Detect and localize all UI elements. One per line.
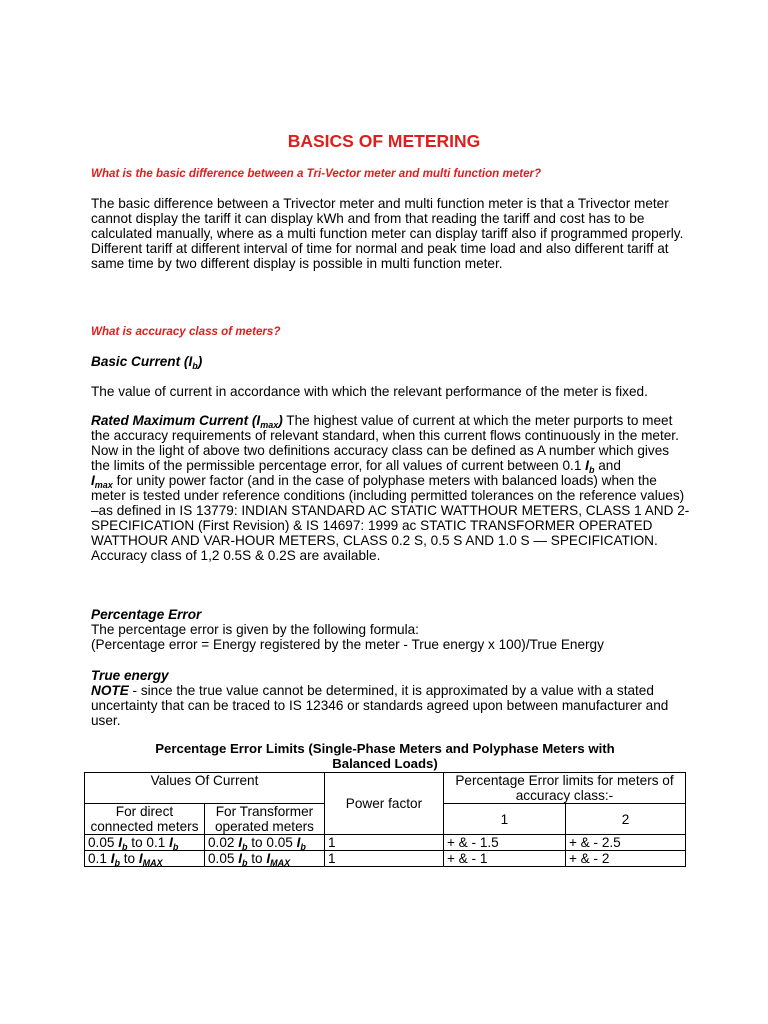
rated-max-current-heading: Rated Maximum Current $(I_{max})$ [91,413,283,430]
cell-direct-range: 0.05 $I_b$ to 0.1 $I_b$ [85,835,205,851]
cell-class-1-limit: + & - 1 [443,851,565,867]
header-class-2: 2 [565,804,685,835]
cell-power-factor: 1 [324,851,443,867]
table-caption: Percentage Error Limits (Single-Phase Meters and Polyphase Meters with Balanced Loads) [155,741,615,771]
basic-current-heading: Basic Current $(I_b)$ [91,354,203,371]
basic-current-definition: The value of current in accordance with which the relevant performance of the meter is fixed. [91,384,648,399]
header-class-1: 1 [443,804,565,835]
table-row [85,851,686,867]
percentage-error-heading: Percentage Error [91,607,202,622]
answer-paragraph: The basic difference between a Trivector meter and multi function meter is that a Trivector meter cannot display the tariff it can display kWh and from that reading the tariff and cost has to be calculated manually, where as a multi function meter can display tariff also if programmed properly. Different tariff at different interval of time for normal and peak time load and also different tariff at same time by two different display is possible in multi function meter. [91,196,684,271]
cell-transformer-range: 0.02 $I_b$ to 0.05 $I_b$ [204,835,324,851]
table-row [85,835,686,851]
header-power-factor: Power factor [324,773,443,835]
page-title: BASICS OF METERING [287,131,481,151]
question-tri-vector: What is the basic difference between a Tri-Vector meter and multi function meter? [91,167,542,180]
table-header-row [85,773,686,804]
cell-class-1-limit: + & - 1.5 [443,835,565,851]
question-accuracy-class: What is accuracy class of meters? [91,325,281,338]
error-limits-table [84,772,686,867]
percentage-error-text: The percentage error is given by the following formula: (Percentage error = Energy registered by the meter - True energy x 100)/True Energy [91,622,604,652]
rated-max-current-paragraph: Rated Maximum Current $(I_{max})$ The highest value of current at which the meter purports to meet the accuracy requirements of relevant standard, when this current flows continuously in the meter. Now in the light of above two definitions accuracy class can be defined as A number which gives the limits of the permissible percentage error, for all values of current between 0.1 $I_b$ and $I_{max}$ for unity power factor (and in the case of polyphase meters with balanced loads) when the meter is tested under reference conditions (including permitted tolerances on the reference values) –as defined in IS 13779: INDIAN STANDARD AC STATIC WATTHOUR METERS, CLASS 1 AND 2-SPECIFICATION (First Revision) & IS 14697: 1999 ac STATIC TRANSFORMER OPERATED WATTHOUR AND VAR-HOUR METERS, CLASS 0.2 S, 0.5 S AND 1.0 S — SPECIFICATION. Accuracy class of 1,2 0.5S & 0.2S are available. [91,413,690,563]
header-values-of-current: Values Of Current [85,773,325,804]
true-energy-note: NOTE - since the true value cannot be determined, it is approximated by a value with a stated uncertainty that can be traced to IS 12346 or standards agreed upon between manufacturer and user. [91,683,669,728]
cell-transformer-range: 0.05 $I_b$ to $I_{MAX}$ [204,851,324,867]
cell-class-2-limit: + & - 2 [565,851,685,867]
true-energy-heading: True energy [91,668,169,683]
header-transformer-operated: For Transformer operated meters [204,804,324,835]
cell-direct-range: 0.1 $I_b$ to $I_{MAX}$ [85,851,205,867]
cell-power-factor: 1 [324,835,443,851]
cell-class-2-limit: + & - 2.5 [565,835,685,851]
header-error-limits: Percentage Error limits for meters of accuracy class:- [443,773,685,804]
header-direct-connected: For direct connected meters [85,804,205,835]
